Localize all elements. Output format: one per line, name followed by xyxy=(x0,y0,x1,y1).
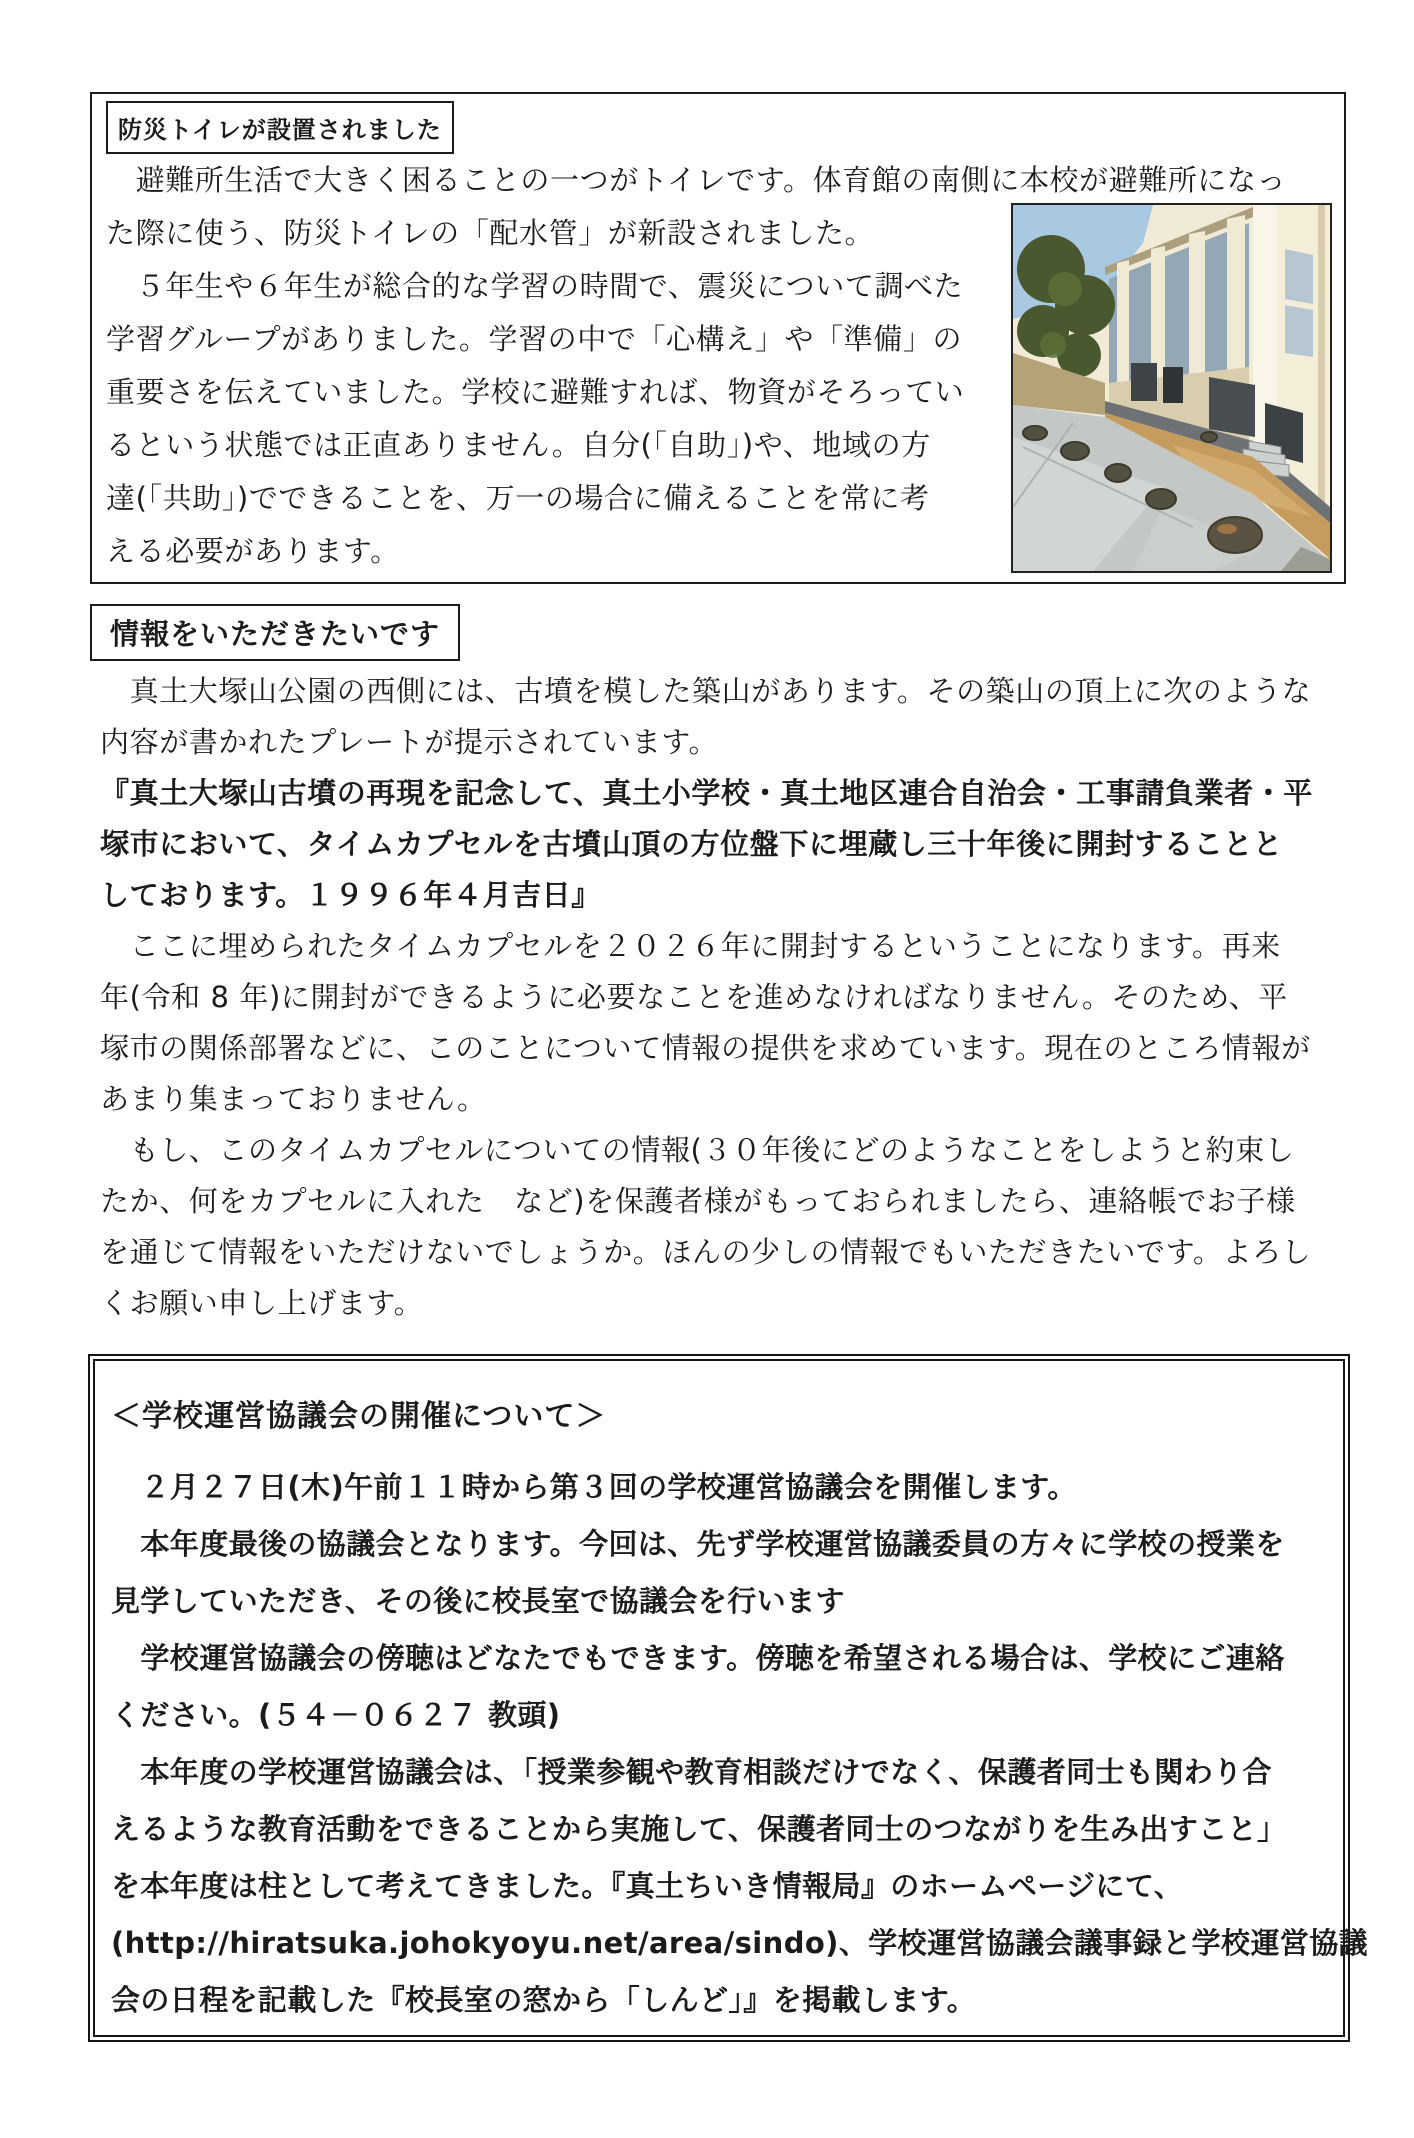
text-line: 『真土大塚山古墳の再現を記念して、真土小学校・真土地区連合自治会・工事請負業者・平 xyxy=(100,776,1314,810)
text-line: た際に使う、防災トイレの「配水管」が新設されました。 xyxy=(106,216,875,250)
text-line: 真土大塚山公園の西側には、古墳を模した築山があります。その築山の頂上に次のような xyxy=(100,674,1312,708)
section2-paragraph-1 xyxy=(100,666,1360,768)
text-line: 見学していただき、その後に校長室で協議会を行います xyxy=(111,1584,845,1618)
text-line: くお願い申し上げます。 xyxy=(100,1286,424,1320)
section2-paragraph-3 xyxy=(100,1125,1360,1329)
text-line: あまり集まっておりません。 xyxy=(100,1082,487,1116)
text-line: 年(令和 8 年)に開封ができるように必要なことを進めなければなりません。そのため、平 xyxy=(100,980,1288,1014)
section-time-capsule xyxy=(100,666,1360,1329)
section3-title: ＜学校運営協議会の開催について＞ xyxy=(111,1399,607,1434)
section1-title: 防災トイレが設置されました xyxy=(118,116,442,144)
text-line: 重要さを伝えていました。学校に避難すれば、物資がそろってい xyxy=(106,375,965,409)
text-line: 内容が書かれたプレートが提示されています。 xyxy=(100,725,719,759)
photo-large-manhole xyxy=(1208,517,1262,553)
section2-title: 情報をいただきたいです xyxy=(110,617,441,651)
text-line: しております。１９９６年４月吉日』 xyxy=(100,878,601,912)
text-line: 本年度最後の協議会となります。今回は、先ず学校運営協議委員の方々に学校の授業を xyxy=(111,1527,1285,1561)
photo-downpipe xyxy=(1318,205,1325,505)
text-line: を通じて情報をいただけないでしょうか。ほんの少しの情報でもいただきたいです。よろし xyxy=(100,1235,1312,1269)
text-line: 本年度の学校運営協議会は、「授業参観や教育相談だけでなく、保護者同士も関わり合 xyxy=(111,1755,1272,1789)
section3-body xyxy=(111,1459,1369,2029)
text-line: 達(「共助」)でできることを、万一の場合に備えることを常に考 xyxy=(106,481,930,515)
text-line: たか、何をカプセルに入れた など)を保護者様がもっておられましたら、連絡帳でお子様 xyxy=(100,1184,1296,1218)
school-photo-illustration xyxy=(1013,205,1330,571)
section-disaster-toilet xyxy=(90,92,1346,584)
text-line: 学習グループがありました。学習の中で「心構え」や「準備」の xyxy=(106,322,963,356)
section2-paragraph-2 xyxy=(100,921,1360,1125)
section3-inner-border xyxy=(93,1359,1369,2037)
text-line: 塚市の関係部署などに、このことについて情報の提供を求めています。現在のところ情報が xyxy=(100,1031,1311,1065)
text-line: を本年度は柱として考えてきました。『真土ちいき情報局』のホームページにて、 xyxy=(111,1869,1184,1903)
text-line: もし、このタイムカプセルについての情報(３０年後にどのようなことをしようと約束し xyxy=(100,1133,1295,1167)
text-line: (http://hiratsuka.johokyoyu.net/area/sindo)、学校運営協議会議事録と学校運営協議 xyxy=(111,1926,1369,1960)
text-line: 会の日程を記載した『校長室の窓から「しんど」』を掲載します。 xyxy=(111,1983,977,2017)
text-line: 避難所生活で大きく困ることの一つがトイレです。体育館の南側に本校が避難所になっ xyxy=(106,163,1287,197)
text-line: える必要があります。 xyxy=(106,534,400,568)
text-line: るという状態では正直ありません。自分(「自助」)や、地域の方 xyxy=(106,428,931,462)
section-school-council xyxy=(88,1354,1369,2042)
text-line: 学校運営協議会の傍聴はどなたでもできます。傍聴を希望される場合は、学校にご連絡 xyxy=(111,1641,1285,1675)
section2-plate-quote xyxy=(100,768,1360,921)
section2-title-box xyxy=(90,604,460,661)
section1-title-box xyxy=(106,101,454,154)
photo-disaster-toilet-walkway xyxy=(1011,203,1332,573)
text-line: 塚市において、タイムカプセルを古墳山頂の方位盤下に埋蔵し三十年後に開封することと xyxy=(100,827,1283,861)
photo-manhole-rust-patch xyxy=(1217,524,1237,534)
text-line: ２月２７日(木)午前１１時から第３回の学校運営協議会を開催します。 xyxy=(111,1470,1077,1504)
text-line: えるような教育活動をできることから実施して、保護者同士のつながりを生み出すこと」 xyxy=(111,1812,1287,1846)
text-line: ここに埋められたタイムカプセルを２０２６年に開封するということになります。再来 xyxy=(100,929,1281,963)
text-line: ５年生や６年生が総合的な学習の時間で、震災について調べた xyxy=(106,269,964,303)
text-line: ください。(５４－０６２７ 教頭) xyxy=(111,1698,561,1732)
